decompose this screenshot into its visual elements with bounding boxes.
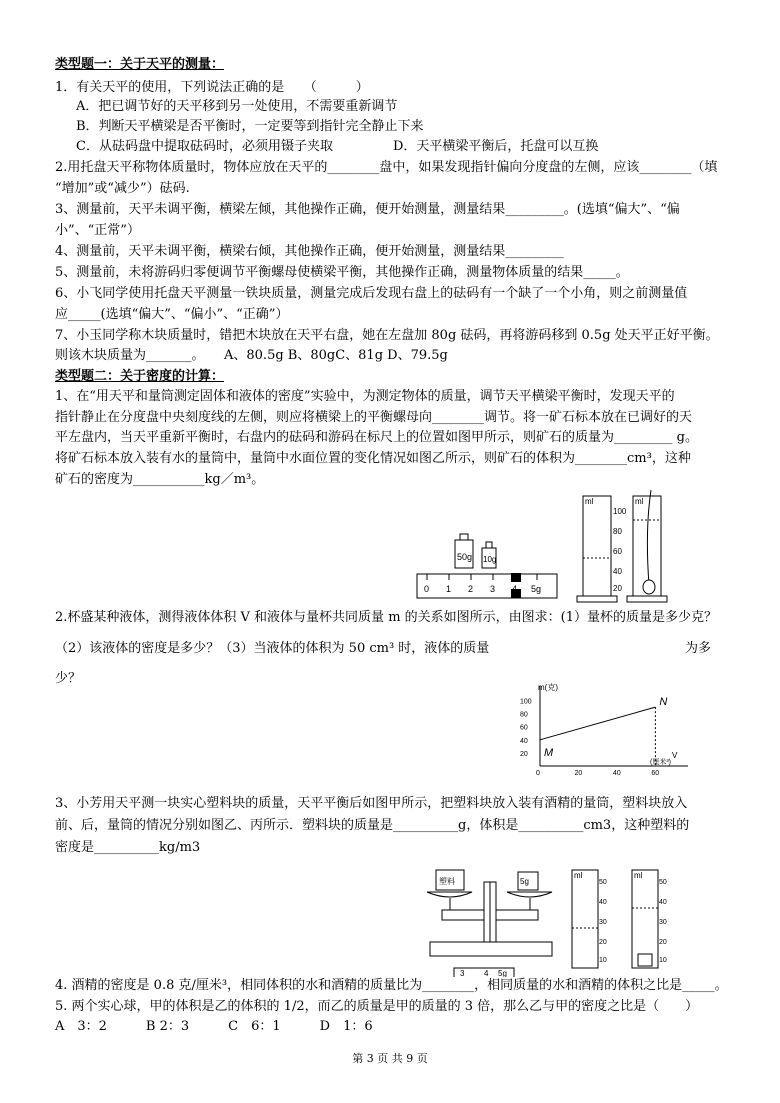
cylinder-2-base xyxy=(627,596,667,602)
x-tick-20: 20 xyxy=(574,770,583,776)
s1-q7-line2: 则该木块质量为_______。 A、80.5g B、80gC、81g D、79.5g xyxy=(55,348,448,363)
y-tick-40: 40 xyxy=(520,737,528,745)
s2-q5-options: A 3：2 B 2：3 C 6：1 D 1：6 xyxy=(55,1019,373,1034)
cyl2-unit: ml xyxy=(635,497,644,506)
cylinder-c xyxy=(632,870,658,968)
s1-q5: 5、测量前，未将游码归零便调节平衡螺母使横梁平衡，其他操作正确，测量物体质量的结果_____。 xyxy=(55,265,629,280)
graph-xunit: V xyxy=(672,751,678,760)
s1-q6-line2: 应_____(选填“偏大”、“偏小”、“正确”） xyxy=(55,307,289,322)
cyl1-tick-60: 60 xyxy=(613,547,622,556)
s2-q3-line2: 前、后，量筒的情况分别如图乙、丙所示．塑料块的质量是__________g，体积是__________cm3，这种塑料的 xyxy=(55,818,690,833)
s1-q1-option-b: B．判断天平横梁是否平衡时，一定要等到指针完全静止下来 xyxy=(76,119,424,134)
s1-q7-line1: 7、小玉同学称木块质量时，错把木块放在天平右盘，她在左盘加 80g 砝码，再将游码移到 0.5g 处天平正好平衡。 xyxy=(55,328,719,343)
ore-sample xyxy=(643,580,655,594)
s2-q2-line2: （2）该液体的密度是多少？（3）当液体的体积为 50 cm³ 时，液体的质量 xyxy=(55,641,490,656)
weight-10g-label: 10g xyxy=(483,555,497,564)
cyl-c-tick-30: 30 xyxy=(659,919,667,926)
cyl-c-tick-50: 50 xyxy=(659,879,667,886)
ruler-tick-5: 5g xyxy=(531,584,542,594)
rider-label-3: 3 xyxy=(460,969,465,977)
cyl1-tick-100: 100 xyxy=(613,507,627,516)
submerged-block xyxy=(638,954,652,966)
right-pan xyxy=(507,892,552,897)
cyl-b-tick-20: 20 xyxy=(599,939,607,946)
figure-jia-weights xyxy=(415,530,565,610)
s2-q2-line3: 少？ xyxy=(55,671,82,686)
section1-heading: 类型题一：关于天平的测量： xyxy=(55,57,225,72)
mv-line xyxy=(540,707,655,740)
cyl1-tick-80: 80 xyxy=(613,527,622,536)
cylinder-1 xyxy=(583,496,611,596)
s1-q6-line1: 6、小飞同学使用托盘天平测量一铁块质量，测量完成后发现右盘上的砝码有一个缺了一个小角，则之前测量值 xyxy=(55,286,688,301)
cylinders-figure xyxy=(568,862,678,975)
weight-10g-knob xyxy=(486,542,492,548)
cylinder-1-base xyxy=(577,596,617,602)
cyl-c-tick-20: 20 xyxy=(659,939,667,946)
weight-50g-knob xyxy=(460,534,468,540)
ruler-tick-1: 1 xyxy=(446,584,452,594)
x-tick-40: 40 xyxy=(612,770,621,776)
page-footer: 第 3 页 共 9 页 xyxy=(352,1052,428,1065)
cyl1-tick-20: 20 xyxy=(613,584,622,593)
s2-q1-line4: 将矿石标本放入装有水的量筒中，量筒中水面位置的变化情况如图乙所示，则矿石的体积为________cm³，这种 xyxy=(55,451,691,466)
s1-q1-stem: 1．有关天平的使用，下列说法正确的是 （ ） xyxy=(55,80,369,95)
s1-q4: 4、测量前，天平未调平衡，横梁右倾，其他操作正确，便开始测量，测量结果_________ xyxy=(55,244,564,259)
cyl-b-tick-50: 50 xyxy=(599,879,607,886)
cyl-b-tick-30: 30 xyxy=(599,919,607,926)
plastic-block-label: 塑料 xyxy=(439,877,455,886)
s1-q3-line1: 3、测量前，天平未调平衡，横梁左倾，其他操作正确，便开始测量，测量结果_________。(选填“偏大”、“偏 xyxy=(55,202,680,217)
s2-q5: 5. 两个实心球，甲的体积是乙的体积的 1/2，而乙的质量是甲的质量的 3 倍，那么乙与甲的密度之比是（ ） xyxy=(55,999,699,1014)
cyl-c-tick-10: 10 xyxy=(659,957,667,964)
rider-label-4: 4 xyxy=(484,969,489,977)
figure-yi-cylinders xyxy=(575,490,670,608)
point-n-label: N xyxy=(659,696,668,709)
rider-label-5g: 5g xyxy=(498,969,507,977)
s2-q1-line1: 1、在“用天平和量筒测定固体和液体的密度”实验中，为测定物体的质量，调节天平横梁平衡时，发现天平的 xyxy=(55,389,675,404)
ruler-tick-2: 2 xyxy=(468,584,474,594)
x-tick-0: 0 xyxy=(536,770,540,776)
mv-graph xyxy=(510,678,700,776)
left-pan xyxy=(427,892,472,897)
ruler-tick-0: 0 xyxy=(424,584,430,594)
cyl-b-tick-40: 40 xyxy=(599,899,607,906)
s2-q2-line1: 2.杯盛某种液体，测得液体体积 V 和液体与量杯共同质量 m 的关系如图所示，由图求：(1）量杯的质量是多少克？ xyxy=(55,610,717,625)
cyl-b-tick-10: 10 xyxy=(599,957,607,964)
s2-q4: 4. 酒精的密度是 0.8 克/厘米³，相同体积的水和酒精的质量比为________，相同质量的水和酒精的体积之比是_____。 xyxy=(55,978,728,993)
cyl-b-unit: ml xyxy=(574,871,583,880)
cyl1-tick-40: 40 xyxy=(613,567,622,576)
s1-q2-line2: “增加”或“减少”）砝码. xyxy=(55,181,190,196)
s2-q1-line2: 指针静止在分度盘中央刻度线的左侧，则应将横梁上的平衡螺母向________调节。将一矿石标本放在已调好的天 xyxy=(55,410,693,425)
cylinder-b xyxy=(572,870,598,968)
section2-heading: 类型题二：关于密度的计算： xyxy=(55,369,225,384)
weight-5g-label: 5g xyxy=(520,877,529,886)
y-tick-100: 100 xyxy=(520,698,532,706)
rider xyxy=(511,573,521,582)
s2-q1-line3: 平左盘内，当天平重新平衡时，右盘内的砝码和游码在标尺上的位置如图甲所示，则矿石的质量为_________ g。 xyxy=(55,430,698,445)
s1-q1-option-a: A．把已调节好的天平移到另一处使用，不需要重新调节 xyxy=(76,99,398,114)
cyl1-unit: ml xyxy=(585,497,594,506)
y-tick-20: 20 xyxy=(520,750,528,758)
y-tick-60: 60 xyxy=(520,724,528,732)
s1-q2-line1: 2.用托盘天平称物体质量时，物体应放在天平的________盘中，如果发现指针偏向分度盘的左侧，应该________（填 xyxy=(55,160,718,175)
s1-q1-option-d: D．天平横梁平衡后，托盘可以互换 xyxy=(393,139,599,154)
x-tick-60: 60 xyxy=(651,770,660,776)
s2-q2-line2-tail: 为多 xyxy=(685,641,712,656)
s1-q1-option-c: C．从砝码盘中提取砝码时，必须用镊子夹取 xyxy=(76,139,333,154)
point-m-label: M xyxy=(544,746,554,759)
cyl-c-tick-40: 40 xyxy=(659,899,667,906)
balance-base xyxy=(430,942,552,956)
s2-q1-line5: 矿石的密度为___________kg／m³。 xyxy=(55,472,265,487)
graph-ylabel: m(克) xyxy=(538,683,558,692)
y-tick-80: 80 xyxy=(520,711,528,719)
s2-q3-line1: 3、小芳用天平测一块实心塑料块的质量，天平平衡后如图甲所示，把塑料块放入装有酒精的量筒，塑料块放入 xyxy=(55,796,688,811)
ruler-tick-3: 3 xyxy=(490,584,496,594)
rider-bottom xyxy=(511,589,521,598)
cyl-c-unit: ml xyxy=(634,871,643,880)
weight-50g-label: 50g xyxy=(457,552,473,562)
balance-figure xyxy=(422,862,567,977)
s1-q3-line2: 小”、“正常”） xyxy=(55,223,140,238)
s2-q3-line3: 密度是__________kg/m3 xyxy=(55,840,201,855)
graph-xlabel: (厘米³) xyxy=(650,759,671,766)
